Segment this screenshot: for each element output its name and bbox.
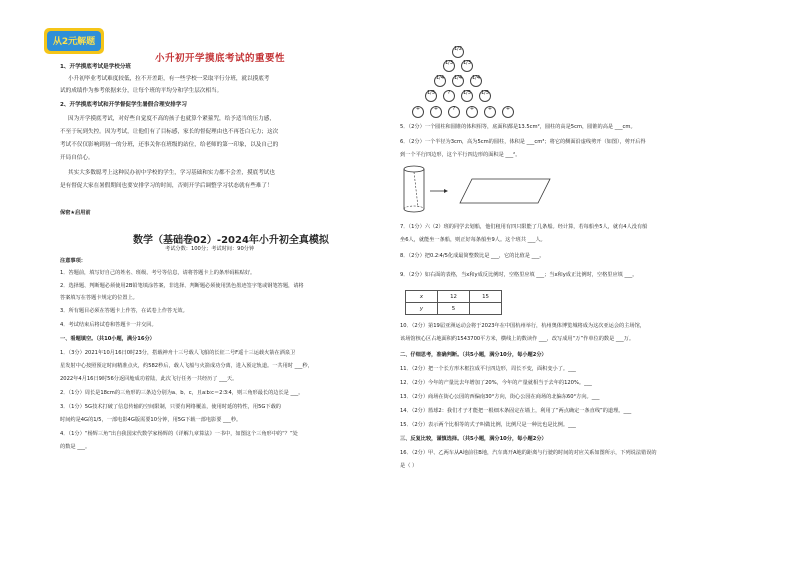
question-1-line: 星发射中心按照预定时间精准点火，约582秒后，载人飞船与火箭成功分离，进入预定轨道。一共用时 ___秒， (60, 363, 313, 369)
note-item: 3．所有题目必须在答题卡上作答，在试卷上作答无效。 (60, 308, 188, 314)
triangle-cell: 1/3 (461, 60, 473, 72)
triangle-cell: 1/4 (470, 75, 482, 87)
section2-line: 不至于玩到失控。因为考试，让他们有了目标感，家长的督促理由也不再苍白无力；这次 (60, 129, 279, 135)
table-cell: 12 (438, 291, 470, 303)
question-1-line: 1．（3分）2021年10月16日0时23分，搭载神舟十三号载人飞船的长征二号F遥十三运载火箭在酒泉卫 (60, 350, 296, 356)
cylinder-parallelogram-diagram (398, 161, 558, 217)
table-cell (470, 303, 502, 315)
section2-line: 开局自信心。 (60, 155, 94, 161)
question-7-line: 坐6人，就能坐一条船，则正好每条船坐9人。这个班共 ___人。 (400, 237, 546, 243)
logo-graphic (44, 26, 106, 56)
question-9: 9．（2分）如右面的表格，当x和y成反比例时，空格里应填 ___；当x和y成正比例时，空格里应填 ___。 (400, 272, 638, 278)
question-6-line: 到一个平行四边形，这个平行四边形的面积是 ___²。 (400, 152, 521, 158)
section2-line: 考试不仅仅影响到初一的分班，还事关你在班级的站位，给老师的第一印象，以及自己的 (60, 142, 279, 148)
part3-heading: 三、反复比较，谨慎选择。（共5小题，满分10分，每小题2分） (400, 436, 547, 442)
question-1-line: 2022年4月16日9时56分返回舱成功着陆，此次飞行任务一共经历了 ___天。 (60, 376, 238, 382)
triangle-cell: ? (448, 106, 460, 118)
note-item: 2．选择题、判断题必须使用2B铅笔填涂答案，非选择、判断题必须使用黑色墨迹签字笔或钢笔答题，请将 (60, 283, 304, 289)
triangle-cell: 1/4 (452, 75, 464, 87)
note-item: 1．答题前，填写好自己的姓名、班级、考号等信息，请将答题卡上的条形码粘贴好。 (60, 270, 256, 276)
triangle-cell: 1/4 (434, 75, 446, 87)
question-14: 14．（2分）篮球2：我们才子才能把一根细木条固定在墙上，利用了“两点确定一条直线”的道理。___ (400, 408, 632, 414)
table-cell: 15 (470, 291, 502, 303)
section2-heading: 2、开学摸底考试和开学督促学生暑假合理安排学习 (60, 102, 187, 108)
logo (44, 26, 106, 56)
triangle-cell: + (430, 106, 442, 118)
triangle-cell: ? (443, 90, 455, 102)
exam-title: 数学（基础卷02）-2024年小升初全真模拟 (133, 235, 329, 246)
part2-heading: 二、仔细思考，准确判断。（共5小题，满分10分，每小题2分） (400, 352, 547, 358)
triangle-cell: + (484, 106, 496, 118)
part1-heading: 一、看题填空。（共10小题，满分16分） (60, 336, 155, 342)
notes-heading: 注意事项： (60, 258, 86, 264)
triangle-cell: + (502, 106, 514, 118)
note-item: 4．考试结束后将试卷和答题卡一并交回。 (60, 322, 157, 328)
question-10-line: 该场馆核心区占地面积约1543700平方米，横线上的数读作 ___，改写成用“万”作单位的数是 ___万。 (400, 336, 635, 342)
section1-heading: 1、开学摸底考试是学校分班 (60, 64, 132, 70)
secret-label: 保密★启用前 (60, 210, 91, 216)
question-7-line: 7．（1分）六（2）班的同学去划船，他们租用有四只限能了几条船。经计算，若每船坐5人，就有4人没有船 (400, 224, 648, 230)
triangle-cell: 1/2 (452, 46, 464, 58)
triangle-cell: 1/5 (425, 90, 437, 102)
section2-line: 其实大多数聪考上这种民办初中学校的学生，学习基础和实力都不会差，摸底考试也 (68, 170, 275, 176)
table-cell: 5 (438, 303, 470, 315)
question-8: 8．（2分）把0.2∶4/5化成最简整数比是 ___，它的比值是 ___。 (400, 253, 545, 259)
question-16-line: 是（ ） (400, 463, 418, 469)
table-row (406, 291, 502, 303)
question-13: 13．（2分）商场在街心公园的西偏南30°方向，街心公园在商场的北偏东60°方向。___ (400, 394, 600, 400)
question-5: 5．（2分）一个圆柱和圆锥的体积相等，底面积都是13.5cm²，圆柱的高是5cm，圆锥的高是 ___cm。 (400, 124, 636, 130)
intro-title: 小升初开学摸底考试的重要性 (155, 53, 286, 64)
note-item: 答案填写在答题卡规定的位置上。 (60, 295, 138, 301)
cylinder-unroll-figure (398, 161, 558, 221)
question-4-line: 4．（1分）“杨辉三角”出自我国宋代数学家杨辉的《详解九章算法》一书中，如图这个三角形中的“？”处 (60, 431, 298, 437)
exam-meta: 考试分数：100分；考试时间：90分钟 (165, 246, 255, 252)
triangle-cell: + (412, 106, 424, 118)
section1-line: 小升初毕业考试难度较低，拉不开差距，有一些学校一采取平行分班，就以摸底考 (68, 76, 270, 82)
section1-line: 试的成绩作为参考依据来分，让每个班的平均分和学生层次相当。 (60, 88, 223, 94)
proportion-table (405, 290, 502, 315)
table-cell: y (406, 303, 438, 315)
triangle-cell: + (466, 106, 478, 118)
table-cell: x (406, 291, 438, 303)
triangle-cell: 1/5 (479, 90, 491, 102)
question-10-line: 10．（2分）第19届亚洲运动会将于2023年在中国杭州举行，杭州奥体博览城将成为这次亚运会的主场馆， (400, 323, 645, 329)
section2-line: 因为开学摸底考试，对好些自觉度不高的孩子也就算个紧箍咒，给予适当的压力感， (68, 116, 275, 122)
section2-line: 是有督促大家在暑假期间也要安排学习的时间，否则开学后调整学习状态就有些难了！ (60, 183, 273, 189)
question-12: 12．（2分）今年的产量比去年增加了20%，今年的产量就相当于去年的120%。___ (400, 380, 592, 386)
table-row (406, 303, 502, 315)
question-16-line: 16．（2分）甲、乙两车从A地前往B地，汽车离开A地的距离与行驶的时间的对应关系如图所示，下列说法错误的 (400, 450, 657, 456)
triangle-cell: 1/3 (443, 60, 455, 72)
svg-text:从2元解题: 从2元解题 (52, 37, 96, 47)
question-2: 2．（1分）周长是18cm的三角形的三条边分别为a、b、c，且a∶b∶c＝2∶3∶4，则三角形最长的边长是 ___。 (60, 390, 304, 396)
question-3-line: 3．（1分）5G技术打破了信息传输的空间限制，只要有网络覆盖，使用时延的特性，用5G下载的 (60, 404, 281, 410)
question-4-line: 的数是 ___。 (60, 444, 91, 450)
question-3-line: 时间约是4G的1/5，一部电影4G版需要10分钟，用5G下载一部电影要 ___秒。 (60, 417, 242, 423)
question-6-line: 6．（2分）一个半径为3cm，高为5cm的圆柱，体积是 ___cm³；将它的侧面沿虚线剪开（如图），剪开后得 (400, 139, 646, 145)
question-11: 11．（2分）把一个长方形木框拉成平行四边形，周长不变，面积变小了。___ (400, 366, 576, 372)
triangle-cell: 1/5 (461, 90, 473, 102)
question-15: 15．（2分）表示两个比相等的式子叫做比例，比例尺是一种比也是比例。___ (400, 422, 576, 428)
